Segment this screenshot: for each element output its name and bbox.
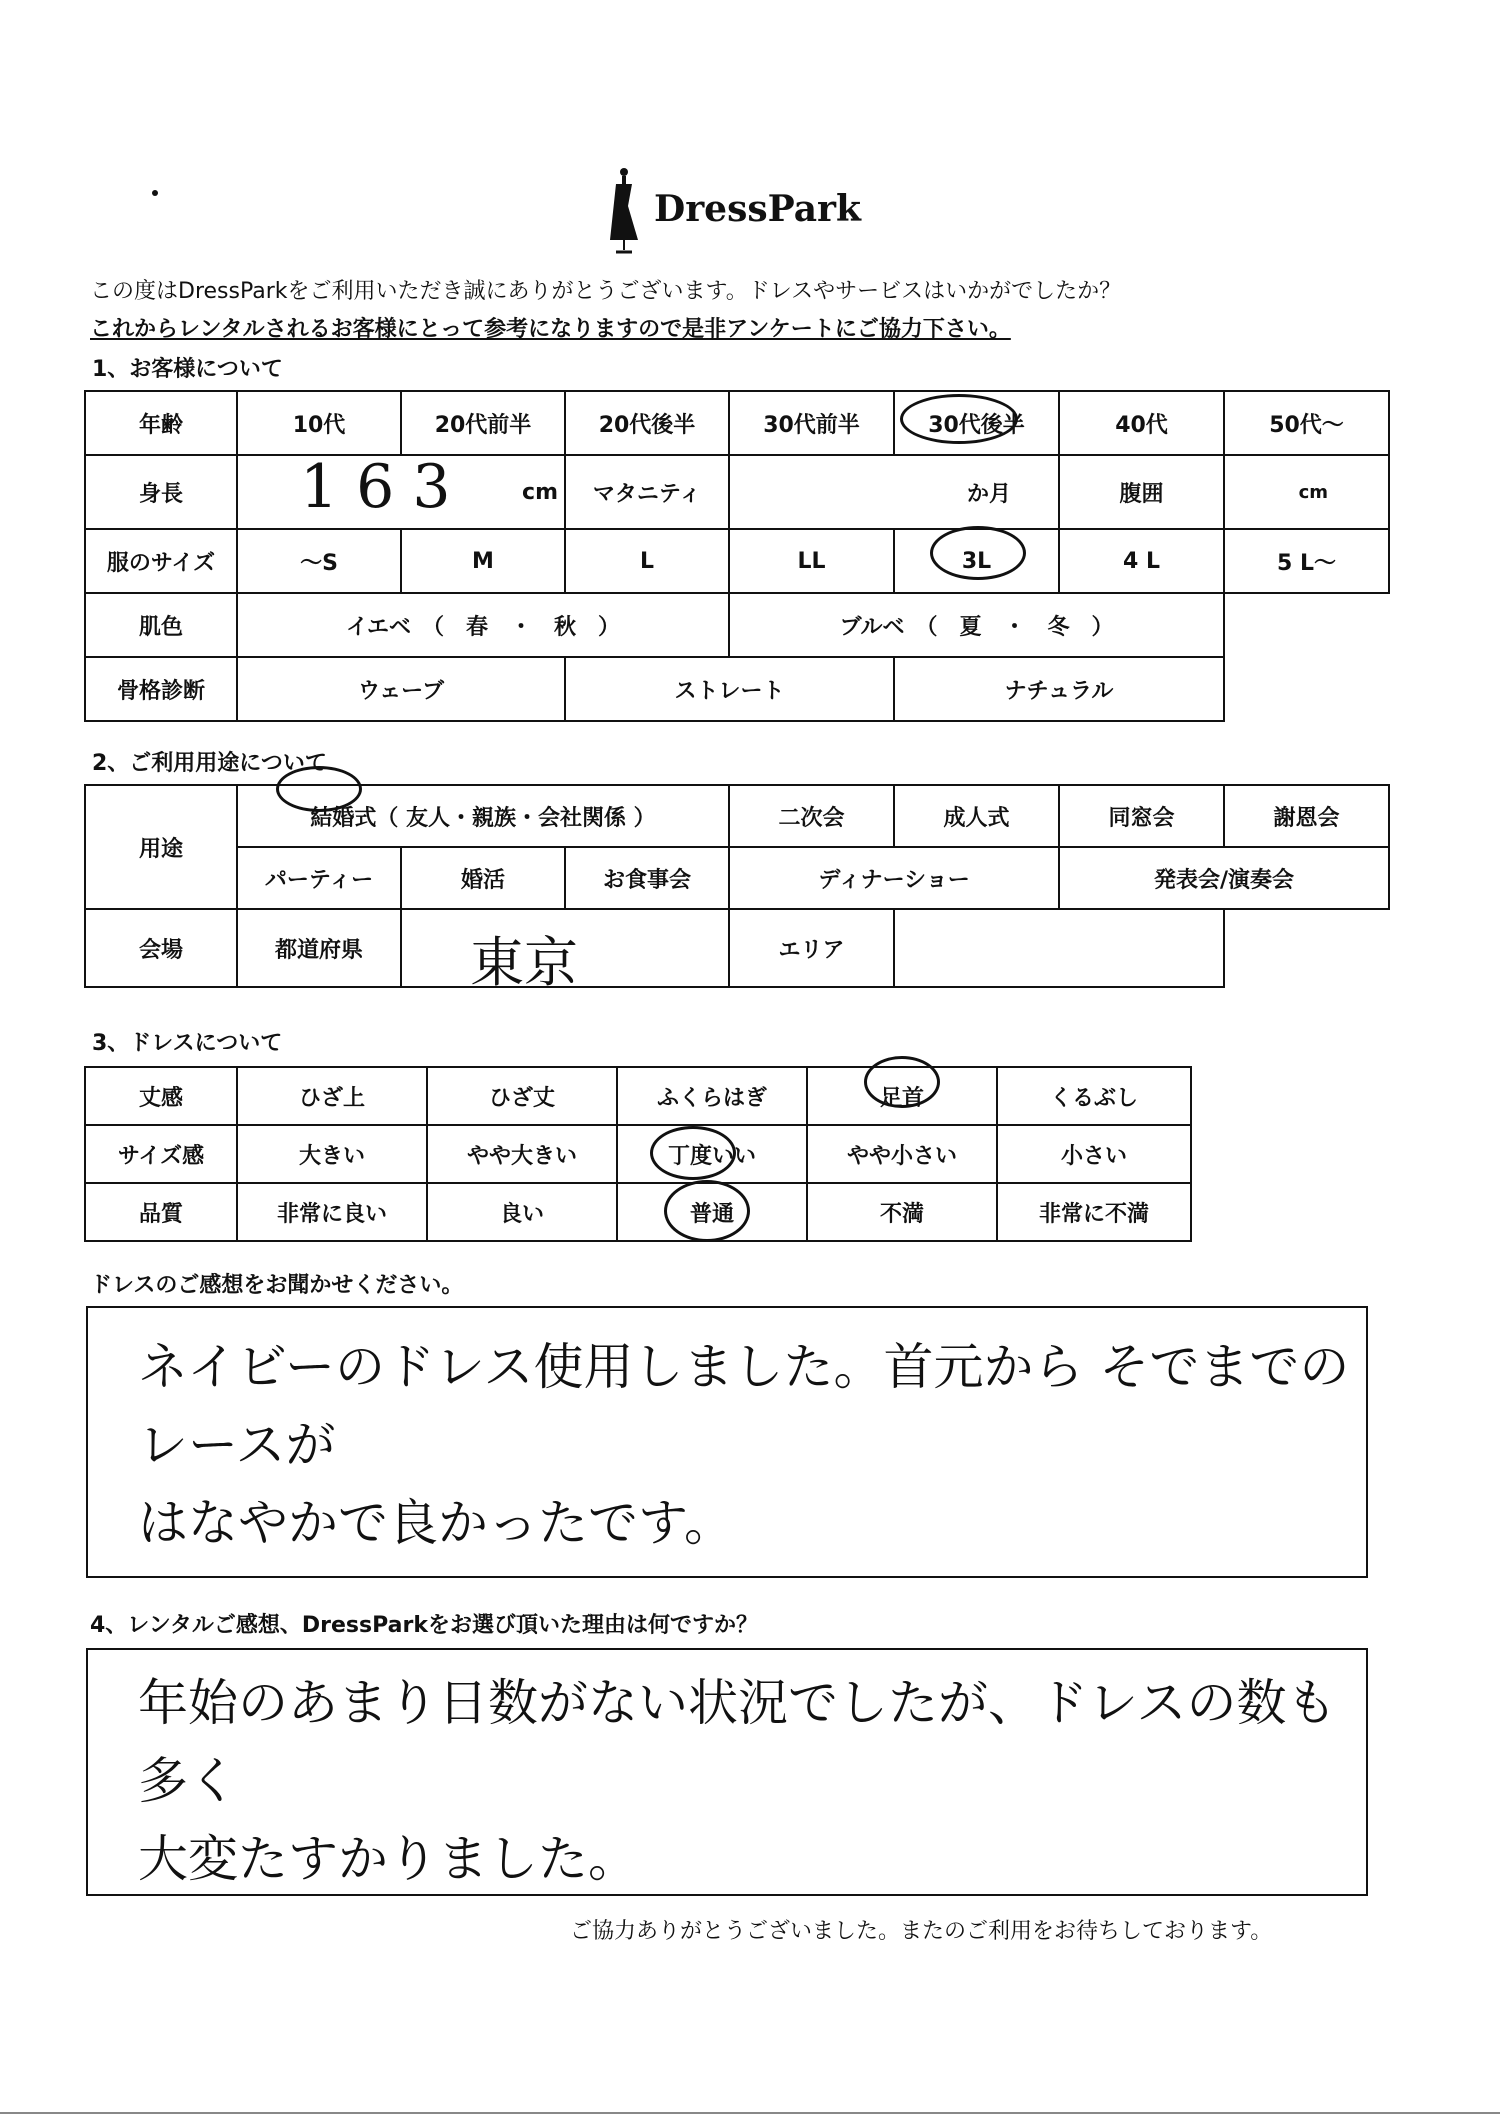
intro-line-2: これからレンタルされるお客様にとって参考になりますので是非アンケートにご協力下さい。 [90, 317, 1011, 342]
purpose-option: 発表会/演奏会 [1059, 847, 1389, 909]
quality-row [85, 1183, 1191, 1241]
area-value [894, 909, 1224, 987]
length-option: ひざ上 [237, 1067, 427, 1125]
quality-circle [664, 1180, 750, 1242]
impression-box [86, 1306, 1368, 1578]
skin-yellow: イエベ （ 春 ・ 秋 ） [237, 593, 729, 657]
venue-row [85, 909, 1389, 987]
length-option: くるぶし [997, 1067, 1191, 1125]
size-label: 服のサイズ [85, 529, 237, 593]
quality-label: 品質 [85, 1183, 237, 1241]
purpose-label: 用途 [85, 785, 237, 909]
size-circle [930, 526, 1026, 580]
purpose-row-2 [85, 847, 1389, 909]
age-option: 20代前半 [401, 391, 565, 455]
handwritten-height: 163 [300, 452, 469, 522]
handwritten-prefecture: 東京 [470, 931, 578, 994]
length-option: ひざ丈 [427, 1067, 617, 1125]
purpose-option: 二次会 [729, 785, 894, 847]
length-option: ふくらはぎ [617, 1067, 807, 1125]
waist-unit: cm [1298, 481, 1328, 503]
purpose-circle [276, 766, 362, 812]
quality-option: 非常に不満 [997, 1183, 1191, 1241]
section-3-title: 3、ドレスについて [92, 1031, 283, 1056]
skin-label: 肌色 [85, 593, 237, 657]
handwritten-impression: ネイビーのドレス使用しました。首元から そでまでのレースが はなやかで良かったです。 [138, 1338, 1350, 1552]
fit-option: 大きい [237, 1125, 427, 1183]
age-option: 20代後半 [565, 391, 729, 455]
height-label: 身長 [85, 455, 237, 529]
dress-table [84, 1066, 1192, 1242]
thanks-text: ご協力ありがとうございました。またのご利用をお待ちしております。 [570, 1919, 1273, 1944]
purpose-table [84, 784, 1390, 988]
age-row [85, 391, 1389, 455]
skeleton-row [85, 657, 1389, 721]
quality-option: 良い [427, 1183, 617, 1241]
size-row [85, 529, 1389, 593]
size-option: L [565, 529, 729, 593]
section-1-title: 1、お客様について [92, 357, 283, 382]
size-option: M [401, 529, 565, 593]
age-option: 50代～ [1224, 391, 1389, 455]
section-4-title: 4、レンタルご感想、DressParkをお選び頂いた理由は何ですか？ [90, 1613, 758, 1638]
scan-speck [152, 190, 158, 196]
area-label: エリア [729, 909, 894, 987]
age-circle [900, 394, 1018, 444]
quality-option-selected: 普通 [617, 1183, 807, 1241]
skeleton-option: ストレート [565, 657, 894, 721]
length-row [85, 1067, 1191, 1125]
logo-text: DressPark [654, 188, 861, 230]
handwritten-reason: 年始のあまり日数がない状況でしたが、ドレスの数も多く 大変たすかりました。 [138, 1674, 1337, 1888]
purpose-option: お食事会 [565, 847, 729, 909]
quality-option: 不満 [807, 1183, 997, 1241]
age-option: 40代 [1059, 391, 1224, 455]
size-option: 5 L～ [1224, 529, 1389, 593]
age-option: 30代前半 [729, 391, 894, 455]
venue-label: 会場 [85, 909, 237, 987]
purpose-option: 成人式 [894, 785, 1059, 847]
maternity-cell [729, 455, 1059, 529]
purpose-option: 謝恩会 [1224, 785, 1389, 847]
age-option-selected: 30代後半 [894, 391, 1059, 455]
size-option: LL [729, 529, 894, 593]
waist-cell [1224, 455, 1389, 529]
purpose-option-selected: 結婚式（ 友人・親族・会社関係 ） [237, 785, 729, 847]
impression-title: ドレスのご感想をお聞かせください。 [90, 1273, 464, 1298]
fit-circle [650, 1126, 736, 1180]
purpose-option: ディナーショー [729, 847, 1059, 909]
maternity-unit: か月 [966, 481, 1011, 507]
section-2-title: 2、ご利用用途について [92, 751, 327, 776]
height-unit: cm [522, 479, 558, 505]
quality-option: 非常に良い [237, 1183, 427, 1241]
skeleton-option: ナチュラル [894, 657, 1224, 721]
skin-blue: ブルベ （ 夏 ・ 冬 ） [729, 593, 1224, 657]
size-option: ～S [237, 529, 401, 593]
height-row [85, 455, 1389, 529]
scan-edge-line [0, 2112, 1500, 2114]
maternity-label: マタニティ [565, 455, 729, 529]
purpose-option: 同窓会 [1059, 785, 1224, 847]
fit-label: サイズ感 [85, 1125, 237, 1183]
age-label: 年齢 [85, 391, 237, 455]
purpose-option: 婚活 [401, 847, 565, 909]
length-circle [864, 1056, 940, 1108]
skin-row [85, 593, 1389, 657]
fit-option: 小さい [997, 1125, 1191, 1183]
customer-table [84, 390, 1390, 722]
length-option-selected: 足首 [807, 1067, 997, 1125]
skeleton-label: 骨格診断 [85, 657, 237, 721]
skeleton-option: ウェーブ [237, 657, 565, 721]
prefecture-label: 都道府県 [237, 909, 401, 987]
fit-row [85, 1125, 1191, 1183]
length-label: 丈感 [85, 1067, 237, 1125]
waist-label: 腹囲 [1059, 455, 1224, 529]
age-option: 10代 [237, 391, 401, 455]
fit-option: やや小さい [807, 1125, 997, 1183]
dress-icon [606, 166, 642, 256]
logo [606, 166, 906, 258]
intro-line-1: この度はDressParkをご利用いただき誠にありがとうございます。ドレスやサービスはいかがでしたか？ [90, 279, 1122, 304]
purpose-option: パーティー [237, 847, 401, 909]
reason-box [86, 1648, 1368, 1896]
fit-option-selected: 丁度いい [617, 1125, 807, 1183]
size-option-selected: 3L [894, 529, 1059, 593]
fit-option: やや大きい [427, 1125, 617, 1183]
size-option: 4 L [1059, 529, 1224, 593]
